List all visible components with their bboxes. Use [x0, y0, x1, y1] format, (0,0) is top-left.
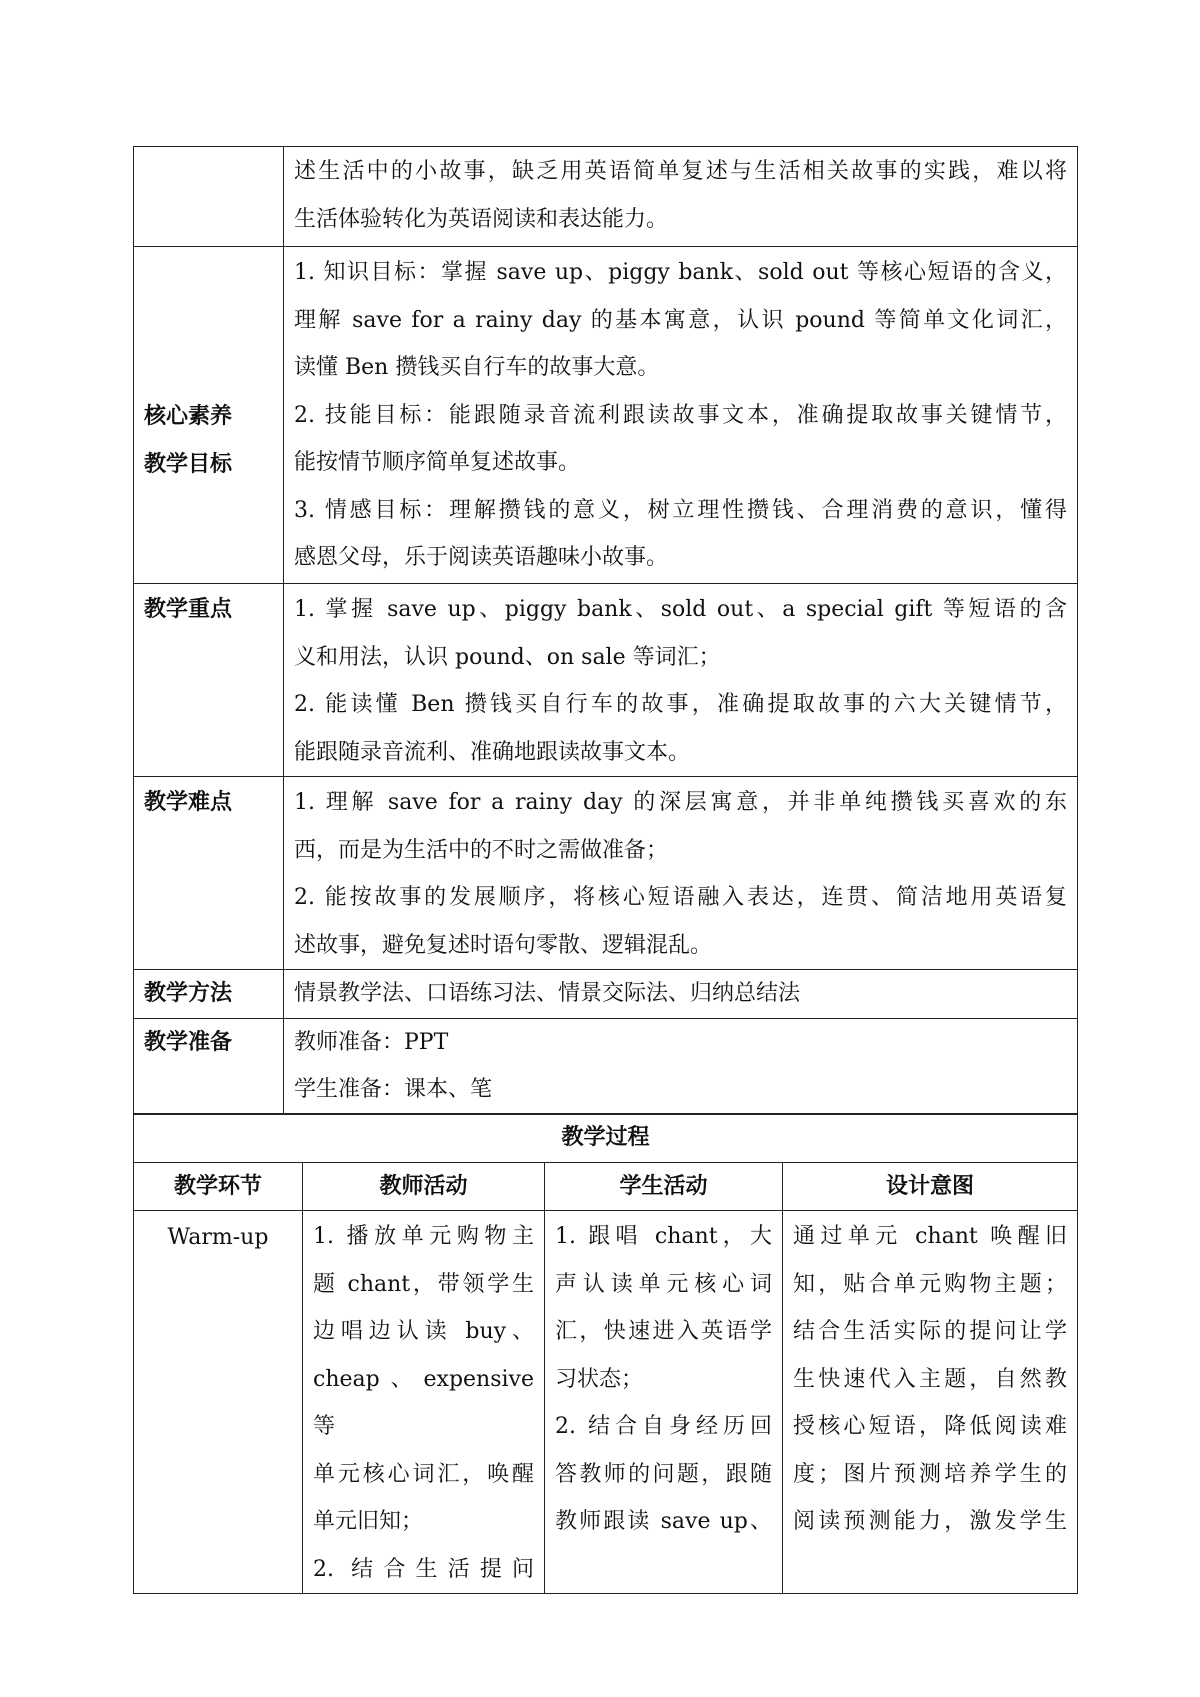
preparation-line: 学生准备：课本、笔	[294, 1077, 493, 1102]
goals-line: 1. 知识目标：掌握 save up、piggy bank、sold out 等核心短语的含义，	[294, 260, 1067, 285]
analysis-line: 述生活中的小故事，缺乏用英语简单复述与生活相关故事的实践，难以将	[294, 159, 1067, 184]
process-title-row	[134, 1114, 1078, 1163]
student-activity-cell	[545, 1211, 783, 1594]
lesson-plan-page	[133, 146, 1077, 1594]
goals-line: 3. 情感目标：理解攒钱的意义，树立理性攒钱、合理消费的意识，懂得	[294, 497, 1067, 523]
teacher-activity-line: 2. 结合生活提问	[313, 1556, 534, 1582]
teacher-activity-line: 1. 播放单元购物主	[313, 1224, 534, 1249]
student-activity-line: 答教师的问题，跟随	[555, 1461, 772, 1487]
teacher-activity-line: 单元核心词汇，唤醒	[313, 1461, 534, 1487]
teacher-activity-line: cheap、expensive 等	[313, 1366, 534, 1439]
key-points-line: 能跟随录音流利、准确地跟读故事文本。	[294, 739, 691, 765]
goals-content	[284, 247, 1078, 584]
difficulties-label: 教学难点	[134, 777, 284, 970]
preparation-line: 教师准备：PPT	[294, 1029, 449, 1055]
goals-line: 感恩父母，乐于阅读英语趣味小故事。	[294, 545, 669, 570]
design-intent-line: 阅读预测能力，激发学生	[793, 1509, 1068, 1534]
analysis-row	[134, 147, 1078, 247]
design-intent-line: 通过单元 chant 唤醒旧	[793, 1224, 1068, 1249]
difficulties-content	[284, 777, 1078, 970]
student-activity-line: 习状态；	[555, 1366, 644, 1392]
difficulties-line: 述故事，避免复述时语句零散、逻辑混乱。	[294, 932, 713, 958]
methods-label: 教学方法	[134, 970, 284, 1019]
preparation-label: 教学准备	[134, 1018, 284, 1114]
goals-line: 读懂 Ben 攒钱买自行车的故事大意。	[294, 355, 660, 380]
goals-line: 理解 save for a rainy day 的基本寓意，认识 pound 等简单文化词汇，	[294, 307, 1067, 333]
header-teacher-activity: 教师活动	[303, 1162, 545, 1211]
goals-label-line-1: 核心素养	[144, 404, 233, 429]
teaching-process-table	[133, 1113, 1078, 1594]
design-intent-line: 知，贴合单元购物主题；	[793, 1271, 1068, 1297]
student-activity-line: 汇，快速进入英语学	[555, 1319, 772, 1344]
design-intent-line: 生快速代入主题，自然教	[793, 1366, 1068, 1392]
difficulties-row	[134, 777, 1078, 970]
key-points-content	[284, 584, 1078, 777]
difficulties-line: 1. 理解 save for a rainy day 的深层寓意，并非单纯攒钱买喜欢的东	[294, 790, 1067, 815]
student-activity-line: 教师跟读 save up、	[555, 1509, 772, 1534]
process-header-row	[134, 1162, 1078, 1211]
analysis-label-cell	[134, 147, 284, 247]
design-intent-line: 授核心短语，降低阅读难	[793, 1414, 1068, 1439]
key-points-line: 义和用法，认识 pound、on sale 等词汇；	[294, 644, 721, 670]
methods-row	[134, 970, 1078, 1019]
student-activity-line: 2. 结合自身经历回	[555, 1414, 772, 1439]
stage-warmup: Warm-up	[134, 1211, 303, 1594]
goals-line: 能按情节顺序简单复述故事。	[294, 450, 581, 475]
difficulties-line: 西，而是为生活中的不时之需做准备；	[294, 837, 669, 863]
key-points-row	[134, 584, 1078, 777]
lesson-info-table	[133, 146, 1078, 1115]
preparation-content	[284, 1018, 1078, 1114]
analysis-content	[284, 147, 1078, 247]
student-activity-line: 声认读单元核心词	[555, 1271, 772, 1297]
design-intent-line: 度；图片预测培养学生的	[793, 1461, 1068, 1487]
header-stage: 教学环节	[134, 1162, 303, 1211]
preparation-row	[134, 1018, 1078, 1114]
key-points-label: 教学重点	[134, 584, 284, 777]
design-intent-cell	[783, 1211, 1078, 1594]
warmup-row	[134, 1211, 1078, 1594]
teacher-activity-cell	[303, 1211, 545, 1594]
header-design-intent: 设计意图	[783, 1162, 1078, 1211]
methods-content: 情景教学法、口语练习法、情景交际法、归纳总结法	[284, 970, 1078, 1019]
key-points-line: 1. 掌握 save up、piggy bank、sold out、a special gift 等短语的含	[294, 597, 1067, 622]
goals-label	[134, 247, 284, 584]
goals-row	[134, 247, 1078, 584]
header-student-activity: 学生活动	[545, 1162, 783, 1211]
teacher-activity-line: 题 chant，带领学生	[313, 1271, 534, 1297]
teacher-activity-line: 单元旧知；	[313, 1509, 424, 1534]
goals-line: 2. 技能目标：能跟随录音流利跟读故事文本，准确提取故事关键情节，	[294, 402, 1067, 428]
difficulties-line: 2. 能按故事的发展顺序，将核心短语融入表达，连贯、简洁地用英语复	[294, 885, 1067, 910]
design-intent-line: 结合生活实际的提问让学	[793, 1319, 1068, 1344]
process-title: 教学过程	[134, 1114, 1078, 1163]
teacher-activity-line: 边唱边认读 buy、	[313, 1319, 534, 1344]
student-activity-line: 1. 跟唱 chant，大	[555, 1224, 772, 1249]
key-points-line: 2. 能读懂 Ben 攒钱买自行车的故事，准确提取故事的六大关键情节，	[294, 692, 1067, 717]
analysis-line: 生活体验转化为英语阅读和表达能力。	[294, 206, 669, 232]
goals-label-line-2: 教学目标	[144, 451, 233, 477]
